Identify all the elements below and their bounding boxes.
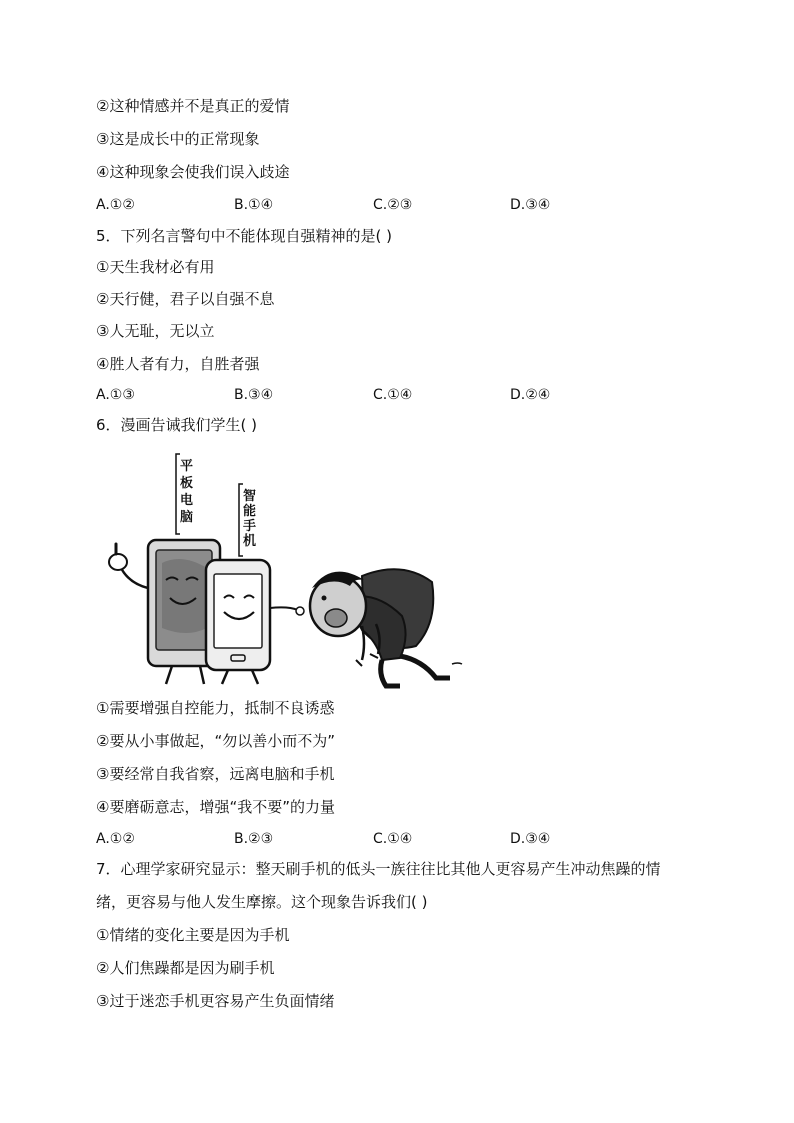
label-char: 智 [243,489,257,504]
q6-item-1: ①需要增强自控能力，抵制不良诱惑 [96,699,335,717]
q5-item-3: ③人无耻，无以立 [96,322,215,340]
q7-stem-line-2: 绪，更容易与他人发生摩擦。这个现象告诉我们( ) [96,893,428,911]
comic-illustration [100,448,490,690]
q6-item-2: ②要从小事做起，“勿以善小而不为” [96,732,335,750]
q4-option-c[interactable]: C.②③ [373,197,413,213]
q5-item-1: ①天生我材必有用 [96,258,215,276]
q6-item-4: ④要磨砺意志，增强“我不要”的力量 [96,798,335,816]
q5-option-b[interactable]: B.③④ [234,387,274,403]
q5-option-d[interactable]: D.②④ [510,387,551,403]
q4-item-2: ②这种情感并不是真正的爱情 [96,97,290,115]
q4-option-b[interactable]: B.①④ [234,197,274,213]
label-char: 平 [180,459,194,474]
q4-option-d[interactable]: D.③④ [510,197,551,213]
phone-character [206,560,304,684]
tablet-character [109,540,220,684]
phone-label [239,484,256,556]
q7-stem-line-1: 7．心理学家研究显示：整天刷手机的低头一族往往比其他人更容易产生冲动焦躁的情 [96,860,661,878]
q6-option-c[interactable]: C.①④ [373,831,413,847]
q7-item-1: ①情绪的变化主要是因为手机 [96,926,290,944]
phone-label-text [243,488,256,549]
q7-item-3: ③过于迷恋手机更容易产生负面情绪 [96,992,335,1010]
label-char: 手 [243,519,257,534]
q7-item-2: ②人们焦躁都是因为刷手机 [96,959,275,977]
student-character [310,569,450,686]
label-char: 机 [243,534,257,549]
q6-options [96,829,716,849]
q6-option-a[interactable]: A.①② [96,831,135,847]
q6-option-d[interactable]: D.③④ [510,831,551,847]
label-char: 能 [243,504,257,519]
q4-options [96,195,716,215]
q5-option-c[interactable]: C.①④ [373,387,413,403]
tablet-label-text [180,458,193,525]
q4-item-3: ③这是成长中的正常现象 [96,130,260,148]
q5-stem: 5．下列名言警句中不能体现自强精神的是( ) [96,227,393,245]
q5-options [96,385,716,405]
label-char: 脑 [180,510,194,525]
q5-item-4: ④胜人者有力，自胜者强 [96,355,260,373]
q4-item-4: ④这种现象会使我们误入歧途 [96,163,290,181]
label-char: 板 [180,476,194,491]
q6-item-3: ③要经常自我省察，远离电脑和手机 [96,765,335,783]
q6-stem: 6．漫画告诫我们学生( ) [96,416,258,434]
label-char: 电 [180,493,194,508]
q5-item-2: ②天行健，君子以自强不息 [96,290,275,308]
q4-option-a[interactable]: A.①② [96,197,135,213]
q6-option-b[interactable]: B.②③ [234,831,274,847]
tablet-label [176,454,193,534]
q5-option-a[interactable]: A.①③ [96,387,135,403]
